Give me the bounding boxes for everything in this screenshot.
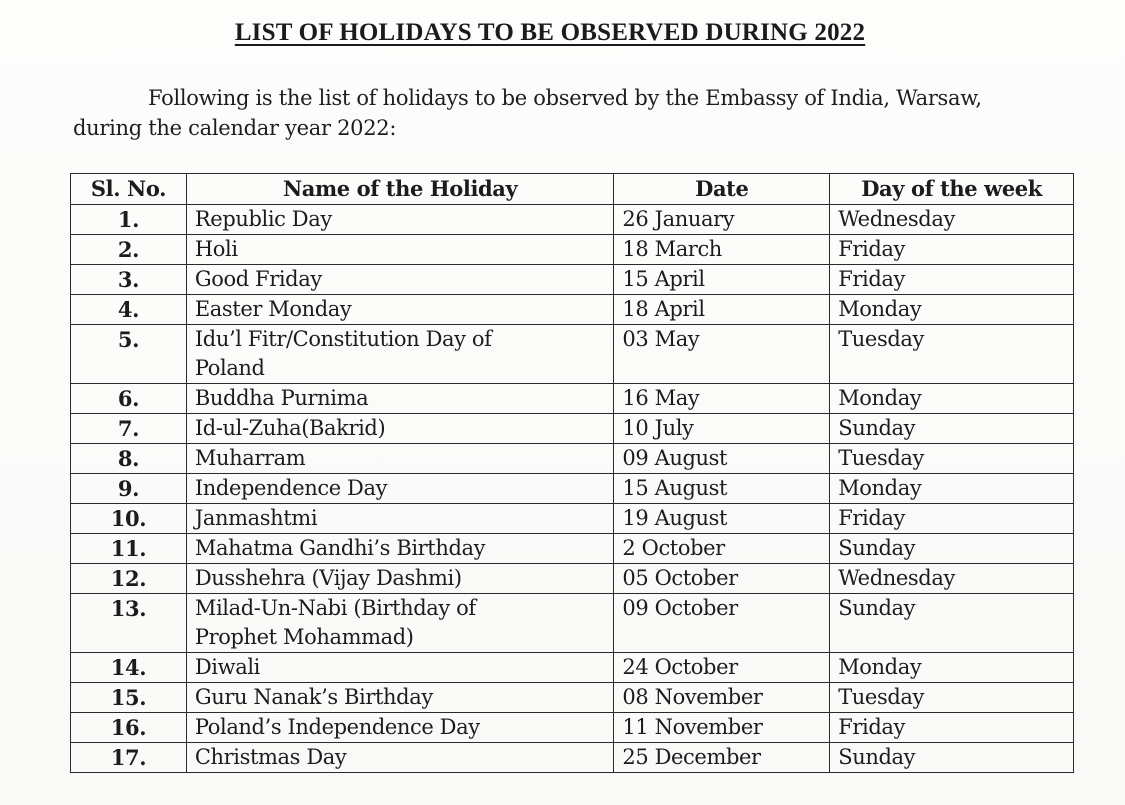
- table-row: [71, 743, 1074, 773]
- cell-day: Monday: [830, 295, 1074, 325]
- cell-date: 19 August: [614, 504, 830, 534]
- cell-day: Tuesday: [830, 683, 1074, 713]
- cell-day: Tuesday: [830, 325, 1074, 384]
- cell-holiday-name: Diwali: [186, 653, 614, 683]
- cell-sl-no: 4.: [71, 295, 187, 325]
- cell-sl-no: 17.: [71, 743, 187, 773]
- table-row: [71, 504, 1074, 534]
- table-row: [71, 713, 1074, 743]
- cell-sl-no: 16.: [71, 713, 187, 743]
- cell-date: 09 August: [614, 444, 830, 474]
- cell-sl-no: 5.: [71, 325, 187, 384]
- cell-date: 03 May: [614, 325, 830, 384]
- table-row: [71, 205, 1074, 235]
- cell-sl-no: 9.: [71, 474, 187, 504]
- cell-holiday-name: [186, 594, 614, 653]
- cell-holiday-name: Mahatma Gandhi’s Birthday: [186, 534, 614, 564]
- cell-holiday-name: Id-ul-Zuha(Bakrid): [186, 414, 614, 444]
- table-row: [71, 295, 1074, 325]
- cell-date: 18 March: [614, 235, 830, 265]
- table-row: [71, 653, 1074, 683]
- intro-paragraph: [73, 83, 1083, 143]
- cell-sl-no: 12.: [71, 564, 187, 594]
- cell-holiday-name: Independence Day: [186, 474, 614, 504]
- table-row: [71, 444, 1074, 474]
- cell-date: 16 May: [614, 384, 830, 414]
- cell-sl-no: 3.: [71, 265, 187, 295]
- cell-day: Friday: [830, 265, 1074, 295]
- holiday-name-line-1: Idu’l Fitr/Constitution Day of: [194, 327, 492, 351]
- header-sl-no: Sl. No.: [71, 174, 187, 205]
- cell-sl-no: 1.: [71, 205, 187, 235]
- cell-holiday-name: Good Friday: [186, 265, 614, 295]
- cell-day: Tuesday: [830, 444, 1074, 474]
- cell-holiday-name: Guru Nanak’s Birthday: [186, 683, 614, 713]
- cell-holiday-name: [186, 325, 614, 384]
- holiday-name-line-2: Prophet Mohammad): [194, 625, 414, 649]
- cell-sl-no: 7.: [71, 414, 187, 444]
- cell-sl-no: 11.: [71, 534, 187, 564]
- cell-day: Monday: [830, 384, 1074, 414]
- cell-holiday-name: Poland’s Independence Day: [186, 713, 614, 743]
- header-date: Date: [614, 174, 830, 205]
- cell-date: 26 January: [614, 205, 830, 235]
- cell-day: Sunday: [830, 743, 1074, 773]
- cell-date: 2 October: [614, 534, 830, 564]
- holiday-name-line-2: Poland: [194, 356, 265, 380]
- cell-date: 24 October: [614, 653, 830, 683]
- holiday-name-line-1: Milad-Un-Nabi (Birthday of: [194, 596, 476, 620]
- cell-day: Sunday: [830, 534, 1074, 564]
- document-title: LIST OF HOLIDAYS TO BE OBSERVED DURING 2022: [234, 19, 866, 46]
- cell-sl-no: 14.: [71, 653, 187, 683]
- cell-day: Monday: [830, 653, 1074, 683]
- cell-day: Friday: [830, 713, 1074, 743]
- cell-date: 05 October: [614, 564, 830, 594]
- cell-date: 11 November: [614, 713, 830, 743]
- table-header-row: [71, 174, 1074, 205]
- cell-holiday-name: Christmas Day: [186, 743, 614, 773]
- cell-date: 15 August: [614, 474, 830, 504]
- cell-sl-no: 10.: [71, 504, 187, 534]
- table-row: [71, 384, 1074, 414]
- cell-day: Wednesday: [830, 205, 1074, 235]
- cell-date: 10 July: [614, 414, 830, 444]
- cell-holiday-name: Muharram: [186, 444, 614, 474]
- cell-sl-no: 13.: [71, 594, 187, 653]
- table-row: [71, 235, 1074, 265]
- table-row: [71, 594, 1074, 653]
- cell-sl-no: 2.: [71, 235, 187, 265]
- cell-day: Friday: [830, 235, 1074, 265]
- intro-line-2: during the calendar year 2022:: [73, 116, 397, 140]
- cell-holiday-name: Janmashtmi: [186, 504, 614, 534]
- cell-holiday-name: Buddha Purnima: [186, 384, 614, 414]
- table-row: [71, 534, 1074, 564]
- table-row: [71, 414, 1074, 444]
- cell-day: Monday: [830, 474, 1074, 504]
- cell-date: 08 November: [614, 683, 830, 713]
- holiday-table: [70, 173, 1074, 773]
- cell-holiday-name: Holi: [186, 235, 614, 265]
- cell-date: 15 April: [614, 265, 830, 295]
- cell-sl-no: 6.: [71, 384, 187, 414]
- cell-sl-no: 8.: [71, 444, 187, 474]
- cell-holiday-name: Dusshehra (Vijay Dashmi): [186, 564, 614, 594]
- cell-sl-no: 15.: [71, 683, 187, 713]
- cell-date: 18 April: [614, 295, 830, 325]
- cell-date: 25 December: [614, 743, 830, 773]
- table-row: [71, 265, 1074, 295]
- header-holiday-name: Name of the Holiday: [186, 174, 614, 205]
- cell-day: Sunday: [830, 414, 1074, 444]
- cell-holiday-name: Easter Monday: [186, 295, 614, 325]
- header-day-of-week: Day of the week: [830, 174, 1074, 205]
- table-row: [71, 325, 1074, 384]
- cell-day: Wednesday: [830, 564, 1074, 594]
- table-row: [71, 564, 1074, 594]
- cell-date: 09 October: [614, 594, 830, 653]
- cell-day: Friday: [830, 504, 1074, 534]
- intro-line-1: Following is the list of holidays to be observed by the Embassy of India, Warsaw,: [148, 86, 982, 110]
- table-row: [71, 683, 1074, 713]
- cell-holiday-name: Republic Day: [186, 205, 614, 235]
- cell-day: Sunday: [830, 594, 1074, 653]
- table-row: [71, 474, 1074, 504]
